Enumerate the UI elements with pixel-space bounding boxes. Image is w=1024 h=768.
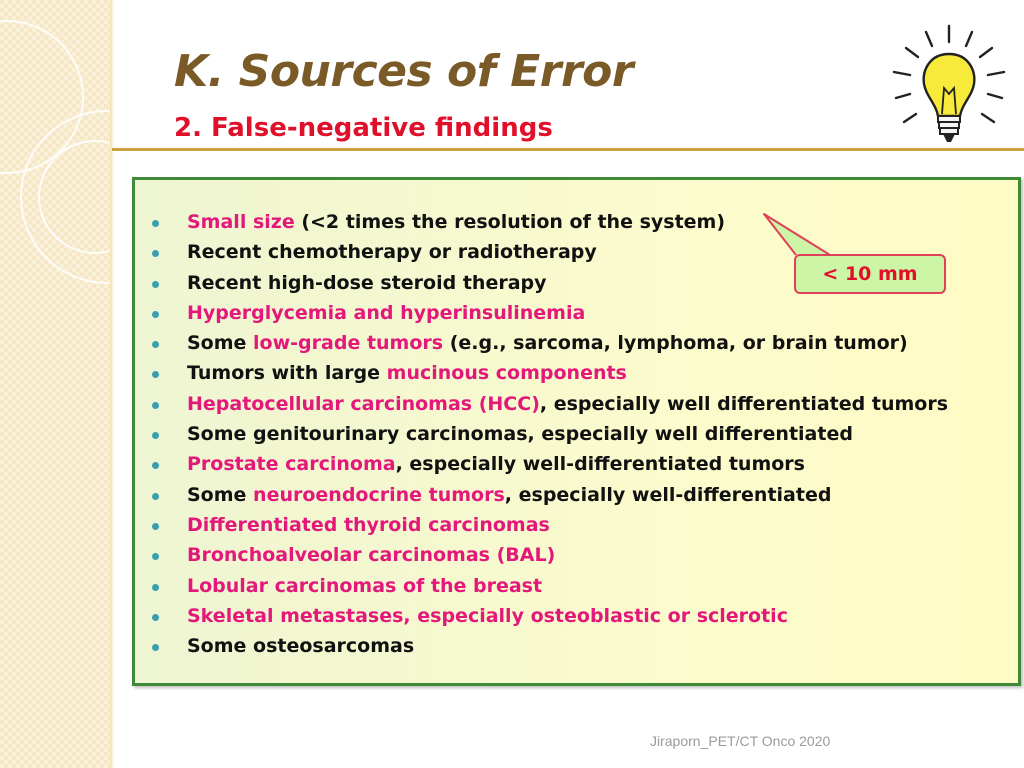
slide-subtitle: 2. False-negative findings: [174, 113, 553, 143]
bullet-dot-icon: [152, 493, 159, 500]
highlighted-text: Small size: [187, 211, 295, 233]
bullet-item: [135, 419, 1018, 449]
highlighted-text: Hepatocellular carcinomas (HCC): [187, 392, 540, 415]
size-callout: < 10 mm: [794, 254, 946, 294]
bullet-text: Recent chemotherapy or radiotherapy: [187, 241, 597, 264]
bullet-dot-icon: [152, 614, 159, 621]
bullet-text: Some: [187, 332, 254, 355]
bullet-item: [135, 480, 1018, 510]
bullet-text: (e.g., sarcoma, lymphoma, or brain tumor): [443, 332, 908, 355]
bullet-dot-icon: [152, 644, 159, 651]
bullet-item: [135, 207, 1018, 237]
bullet-item: [135, 298, 1018, 328]
bullet-text: , especially well-differentiated: [504, 483, 832, 506]
highlighted-text: low-grade tumors: [253, 332, 444, 355]
highlighted-text: Lobular carcinomas of the breast: [187, 574, 543, 597]
bullet-item: [135, 571, 1018, 601]
highlighted-text: mucinous components: [386, 362, 627, 385]
highlighted-text: Differentiated thyroid carcinomas: [187, 513, 550, 536]
bullet-text: , especially well differentiated tumors: [539, 392, 949, 415]
bullet-text: , especially well-differentiated tumors: [395, 453, 805, 476]
highlighted-text: Prostate carcinoma: [187, 453, 396, 476]
bullet-text: Some osteosarcomas: [187, 635, 415, 658]
footer-credit: Jiraporn_PET/CT Onco 2020: [650, 733, 831, 749]
bullet-dot-icon: [152, 584, 159, 591]
slide-title: K. Sources of Error: [174, 46, 634, 97]
bullet-item: [135, 601, 1018, 631]
bullet-text: Some genitourinary carcinomas, especially well differentiated: [187, 423, 853, 446]
highlighted-text: Hyperglycemia and hyperinsulinemia: [187, 301, 586, 324]
bullet-item: [135, 449, 1018, 479]
bullet-dot-icon: [152, 281, 159, 288]
highlighted-text: Bronchoalveolar carcinomas (BAL): [187, 544, 556, 567]
bullet-dot-icon: [152, 553, 159, 560]
highlighted-text: neuroendocrine tumors: [253, 483, 505, 506]
bullet-item: [135, 389, 1018, 419]
bullet-item: [135, 540, 1018, 570]
bullet-item: [135, 358, 1018, 388]
bullet-text: Tumors with large: [187, 362, 387, 385]
bullet-dot-icon: [152, 341, 159, 348]
bullet-item: [135, 510, 1018, 540]
bullet-item: [135, 631, 1018, 661]
bullet-text: Recent high-dose steroid therapy: [187, 271, 547, 294]
bullet-text: Some: [187, 483, 254, 506]
bullet-dot-icon: [152, 402, 159, 409]
bullet-dot-icon: [152, 220, 159, 227]
bullet-dot-icon: [152, 523, 159, 530]
bullet-dot-icon: [152, 462, 159, 469]
bullet-dot-icon: [152, 371, 159, 378]
strip-edge: [110, 0, 114, 768]
decorative-side-strip: [0, 0, 112, 768]
bullet-dot-icon: [152, 432, 159, 439]
bullet-item: [135, 328, 1018, 358]
lightbulb-icon: [886, 22, 1012, 150]
highlighted-text: Skeletal metastases, especially osteoblastic or sclerotic: [187, 604, 788, 627]
bullet-dot-icon: [152, 311, 159, 318]
bullet-text: (<2 times the resolution of the system): [294, 211, 726, 233]
bullet-dot-icon: [152, 250, 159, 257]
